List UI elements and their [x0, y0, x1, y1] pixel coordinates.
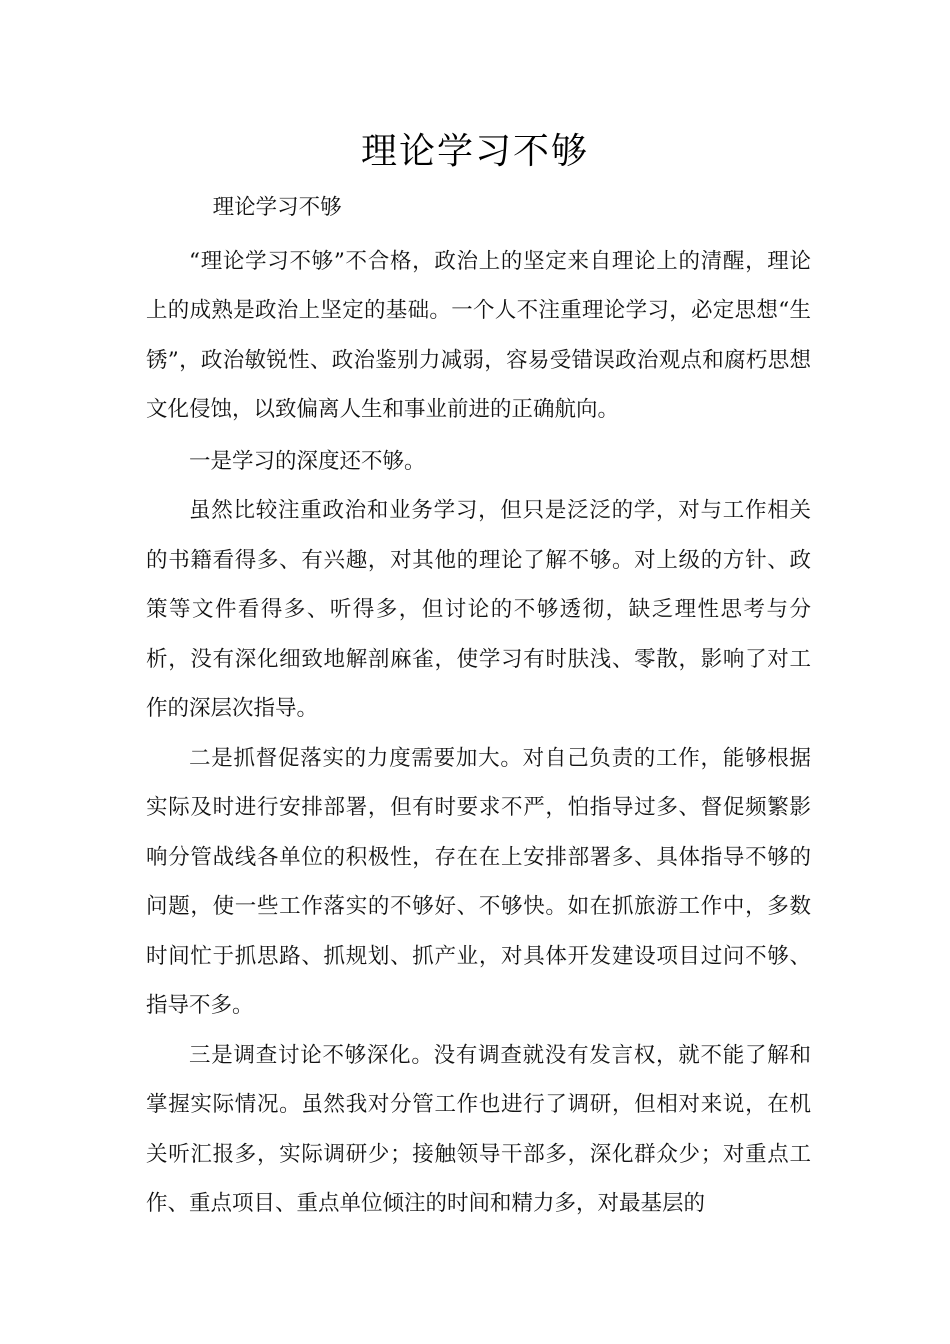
document-subtitle: 理论学习不够: [212, 195, 342, 220]
document-title: 理论学习不够: [360, 131, 589, 172]
paragraph-point-one-body: 虽然比较注重政治和业务学习，但只是泛泛的学，对与工作相关的书籍看得多、有兴趣，对其他的理论了解不够。对上级的方针、政策等文件看得多、听得多，但讨论的不够透彻，缺乏理性思考与分析，没有深化细致地解剖麻雀，使学习有时肤浅、零散，影响了对工作的深层次指导。: [146, 498, 811, 721]
paragraph-point-three: 三是调查讨论不够深化。没有调查就没有发言权，就不能了解和掌握实际情况。虽然我对分管工作也进行了调研，但相对来说，在机关听汇报多，实际调研少；接触领导干部多，深化群众少；对重点工作、重点项目、重点单位倾注的时间和精力多，对最基层的: [146, 1042, 811, 1216]
paragraph-intro: “理论学习不够”不合格，政治上的坚定来自理论上的清醒，理论上的成熟是政治上坚定的基础。一个人不注重理论学习，必定思想“生锈”，政治敏锐性、政治鉴别力减弱，容易受错误政治观点和腐朽思想文化侵蚀，以致偏离人生和事业前进的正确航向。: [146, 248, 811, 422]
paragraph-point-two: 二是抓督促落实的力度需要加大。对自己负责的工作，能够根据实际及时进行安排部署，但有时要求不严，怕指导过多、督促频繁影响分管战线各单位的积极性，存在在上安排部署多、具体指导不够的问题，使一些工作落实的不够好、不够快。如在抓旅游工作中，多数时间忙于抓思路、抓规划、抓产业，对具体开发建设项目过问不够、指导不多。: [146, 745, 811, 1018]
document-body: [146, 183, 811, 1229]
paragraph-point-one-heading: 一是学习的深度还不够。: [189, 448, 426, 474]
